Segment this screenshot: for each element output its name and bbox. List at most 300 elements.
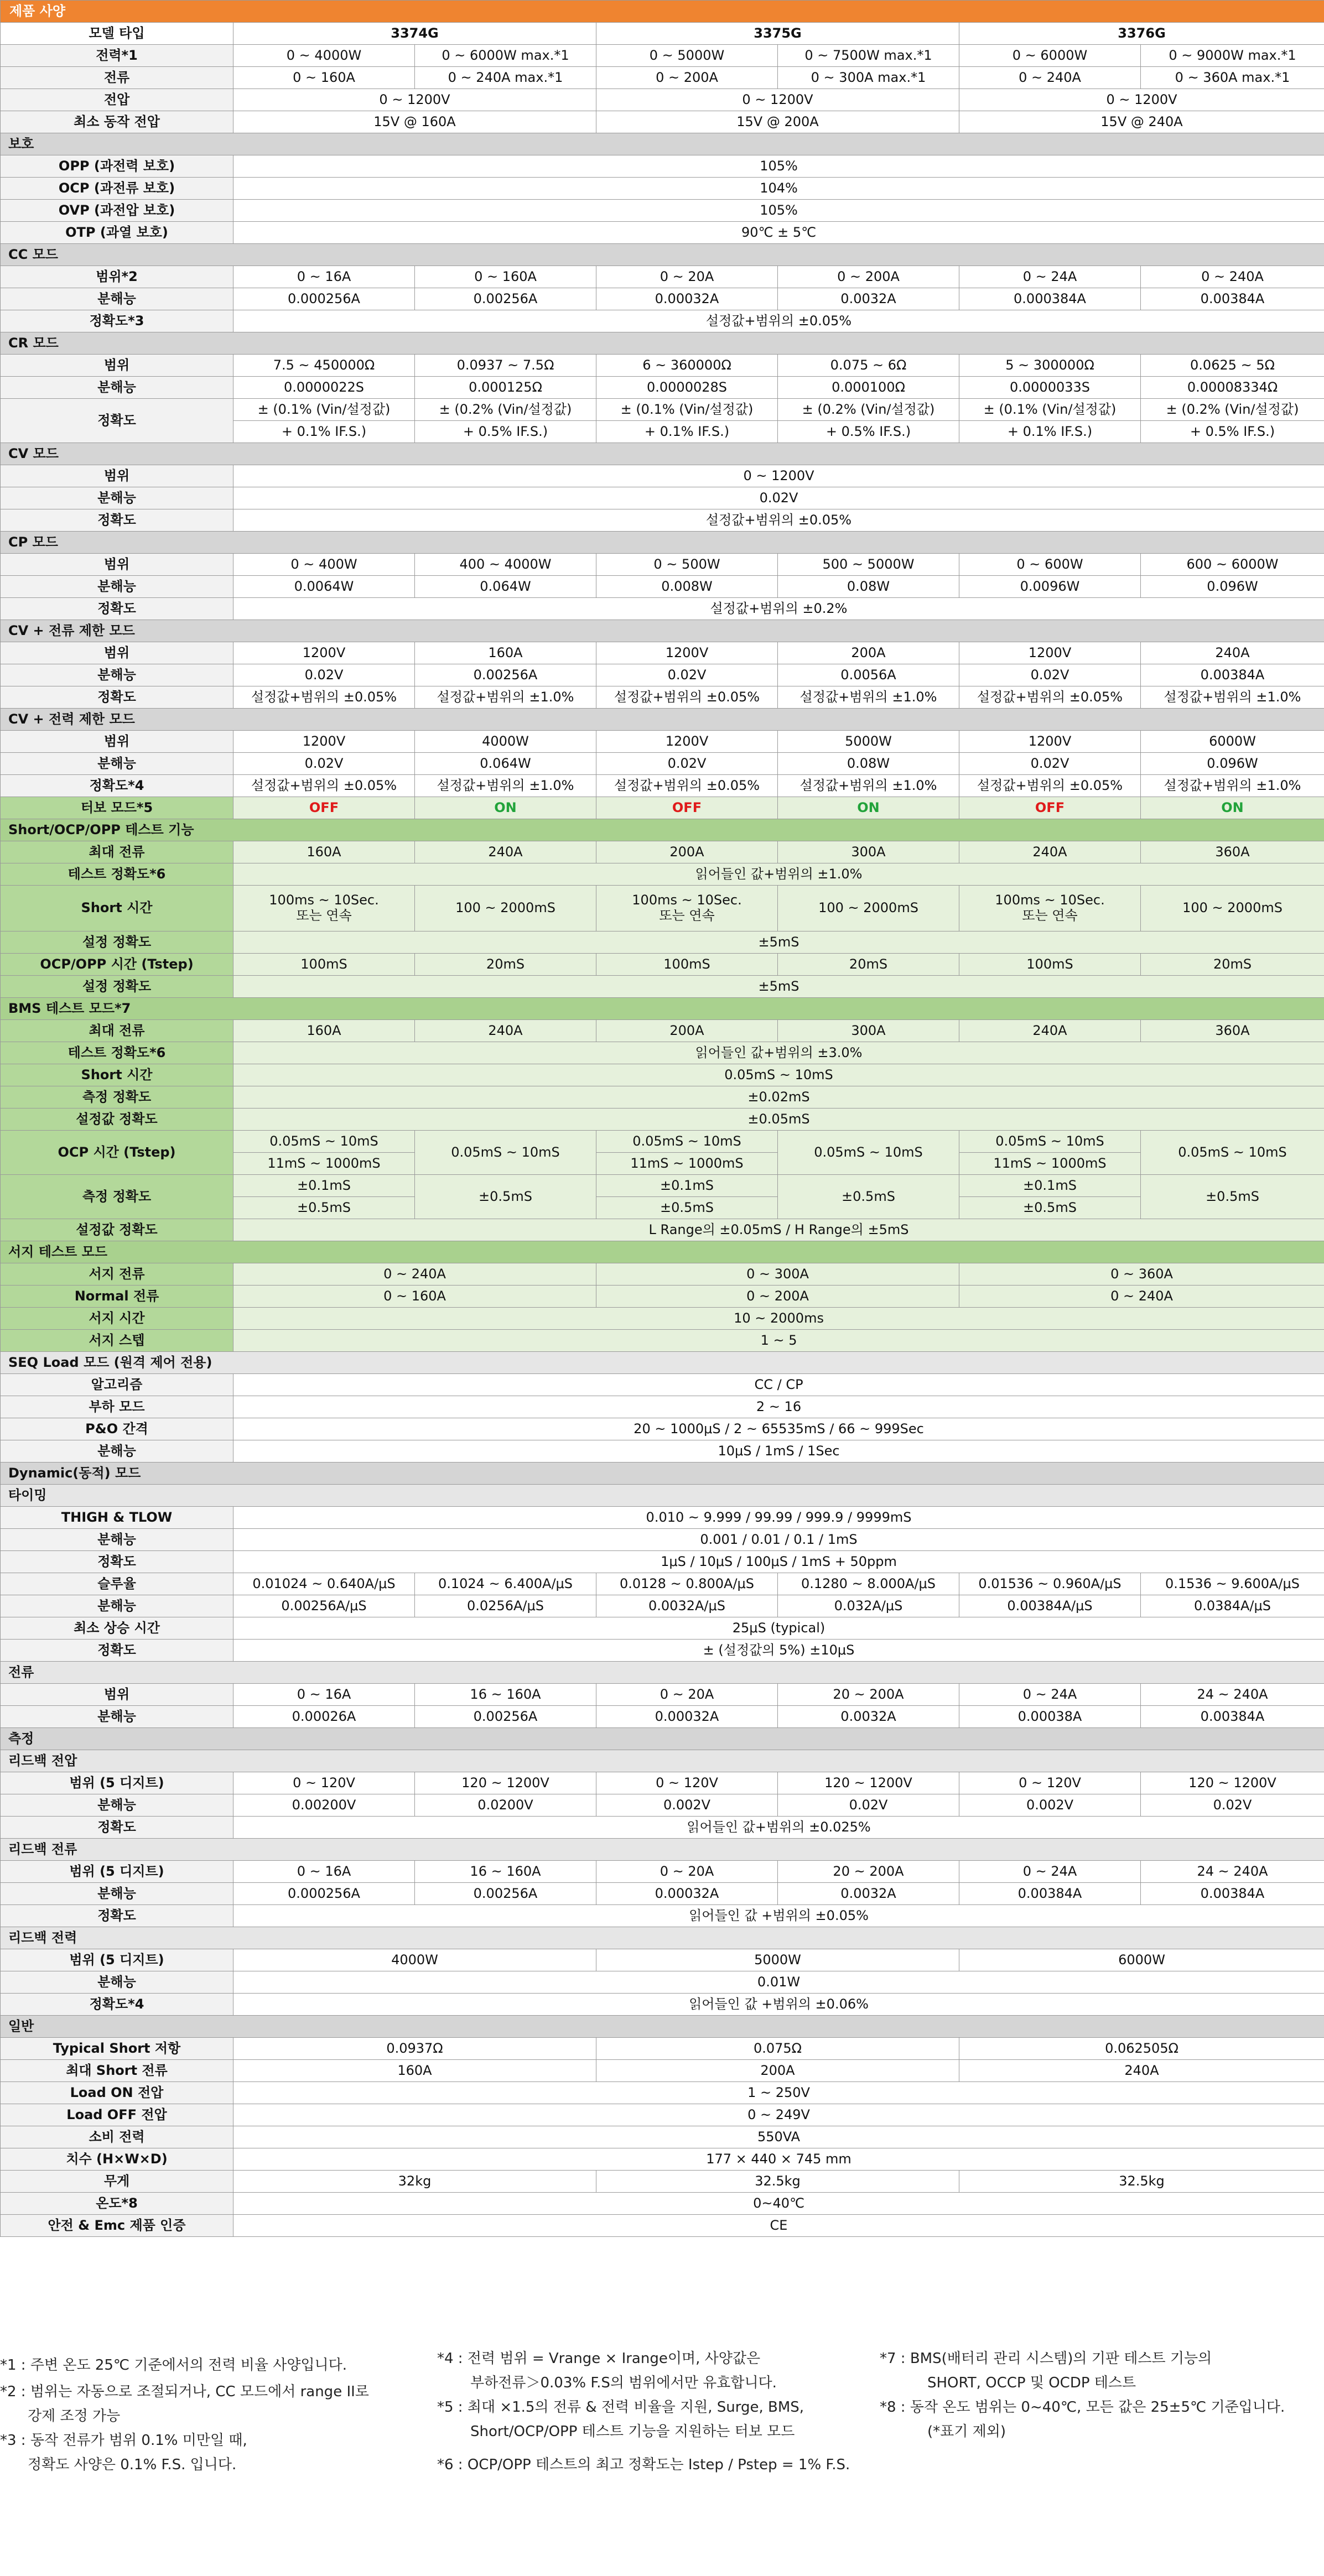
- spec-cell: 0.00026A: [233, 1706, 415, 1728]
- spec-cell: 0.0200V: [415, 1794, 596, 1817]
- spec-cell: 24 ~ 240A: [1141, 1684, 1324, 1706]
- spec-cell: 0.01536 ~ 0.960A/μS: [959, 1573, 1141, 1595]
- row-label: 설정값 정확도: [1, 1219, 233, 1241]
- row-label: 범위 (5 디지트): [1, 1949, 233, 1971]
- spec-row: [1, 1817, 1324, 1839]
- spec-cell: L Range의 ±0.05mS / H Range의 ±5mS: [233, 1219, 1324, 1241]
- spec-cell: + 0.5% IF.S.): [1141, 421, 1324, 443]
- spec-cell: 11mS ~ 1000mS: [959, 1153, 1141, 1175]
- spec-cell: 0 ~ 160A: [233, 1286, 596, 1308]
- spec-row: [1, 2215, 1324, 2237]
- row-label: 분해능: [1, 753, 233, 775]
- spec-cell: 0 ~ 240A: [959, 67, 1141, 89]
- spec-row: [1, 642, 1324, 664]
- footnote-6: *6 : OCP/OPP 테스트의 최고 정확도는 Istep / Pstep = 1% F.S.: [437, 2457, 850, 2473]
- row-label: 분해능: [1, 1706, 233, 1728]
- row-label: 테스트 정확도*6: [1, 863, 233, 886]
- footnote-3: *3 : 동작 전류가 범위 0.1% 미만일 때,: [0, 2432, 247, 2449]
- row-label: 정확도: [1, 399, 233, 443]
- spec-cell: 0.0032A: [778, 288, 959, 310]
- spec-row: [1, 2193, 1324, 2215]
- spec-cell: 0.0000022S: [233, 377, 415, 399]
- spec-cell: 0 ~ 1200V: [233, 89, 596, 111]
- spec-cell: 360A: [1141, 1020, 1324, 1042]
- spec-cell: 1200V: [233, 642, 415, 664]
- footnotes: [0, 2350, 1324, 2574]
- spec-cell: 6 ~ 360000Ω: [596, 355, 778, 377]
- spec-cell: 0.00256A: [415, 1706, 596, 1728]
- spec-cell: 0.000100Ω: [778, 377, 959, 399]
- spec-cell: 0.02V: [233, 487, 1324, 509]
- row-label: 정확도: [1, 686, 233, 709]
- spec-cell: 0.00256A: [415, 664, 596, 686]
- row-label: 범위 (5 디지트): [1, 1772, 233, 1794]
- spec-row: [1, 399, 1324, 421]
- spec-cell: 0.0625 ~ 5Ω: [1141, 355, 1324, 377]
- spec-row: [1, 1175, 1324, 1197]
- spec-row: [1, 1684, 1324, 1706]
- spec-row: [1, 1286, 1324, 1308]
- spec-cell: 20 ~ 200A: [778, 1684, 959, 1706]
- spec-row: [1, 1772, 1324, 1794]
- title-row: [1, 1, 1324, 23]
- spec-row: [1, 1263, 1324, 1286]
- spec-row: [1, 1396, 1324, 1418]
- spec-cell: ± (0.1% (Vin/설정값): [233, 399, 415, 421]
- row-label: 최대 전류: [1, 1020, 233, 1042]
- spec-cell: 32kg: [233, 2171, 596, 2193]
- spec-row: [1, 2038, 1324, 2060]
- spec-cell: 0.0032A/μS: [596, 1595, 778, 1617]
- row-label: Load ON 전압: [1, 2082, 233, 2104]
- section-title: 측정: [1, 1728, 1324, 1750]
- section-row: [1, 443, 1324, 465]
- spec-cell: 100 ~ 2000mS: [415, 886, 596, 931]
- spec-row: [1, 1861, 1324, 1883]
- section-title: CV 모드: [1, 443, 1324, 465]
- section-title: 일반: [1, 2016, 1324, 2038]
- spec-cell: 100 ~ 2000mS: [1141, 886, 1324, 931]
- spec-cell: 32.5kg: [596, 2171, 959, 2193]
- row-label: 범위 (5 디지트): [1, 1861, 233, 1883]
- spec-cell: 0.000256A: [233, 288, 415, 310]
- row-label: THIGH & TLOW: [1, 1507, 233, 1529]
- spec-row: [1, 1640, 1324, 1662]
- spec-row: [1, 355, 1324, 377]
- spec-cell: 설정값+범위의 ±1.0%: [778, 775, 959, 797]
- short-time-line: 또는 연속: [659, 908, 715, 923]
- spec-cell: 설정값+범위의 ±0.05%: [959, 686, 1141, 709]
- spec-cell: 11mS ~ 1000mS: [596, 1153, 778, 1175]
- section-row: [1, 819, 1324, 841]
- model-header: 3376G: [959, 23, 1324, 45]
- row-label: Short 시간: [1, 886, 233, 931]
- spec-cell: + 0.1% IF.S.): [596, 421, 778, 443]
- spec-cell: 200A: [596, 841, 778, 863]
- spec-row: [1, 664, 1324, 686]
- section-row: [1, 1485, 1324, 1507]
- spec-row: [1, 554, 1324, 576]
- spec-cell: 0.00384A: [1141, 664, 1324, 686]
- spec-row: [1, 775, 1324, 797]
- spec-cell: 0.032A/μS: [778, 1595, 959, 1617]
- spec-cell: 0.01W: [233, 1971, 1324, 1994]
- section-title: Dynamic(동적) 모드: [1, 1463, 1324, 1485]
- row-label: 전압: [1, 89, 233, 111]
- spec-cell: 7.5 ~ 450000Ω: [233, 355, 415, 377]
- row-label: 정확도: [1, 509, 233, 532]
- spec-cell: 설정값+범위의 ±1.0%: [778, 686, 959, 709]
- spec-cell: ±0.02mS: [233, 1086, 1324, 1109]
- row-label: 분해능: [1, 1440, 233, 1463]
- row-label: 테스트 정확도*6: [1, 1042, 233, 1064]
- spec-row: [1, 976, 1324, 998]
- short-time-line: 100ms ~ 10Sec.: [632, 892, 742, 908]
- spec-cell: 120 ~ 1200V: [1141, 1772, 1324, 1794]
- spec-cell: 600 ~ 6000W: [1141, 554, 1324, 576]
- spec-cell: 25μS (typical): [233, 1617, 1324, 1640]
- spec-cell: 0 ~ 16A: [233, 1684, 415, 1706]
- spec-cell: 104%: [233, 178, 1324, 200]
- spec-cell: 0.05mS ~ 10mS: [415, 1131, 596, 1175]
- spec-cell: 0.0056A: [778, 664, 959, 686]
- spec-row: [1, 377, 1324, 399]
- section-row: [1, 1728, 1324, 1750]
- spec-cell: 0.1536 ~ 9.600A/μS: [1141, 1573, 1324, 1595]
- spec-cell: 400 ~ 4000W: [415, 554, 596, 576]
- row-label: P&O 간격: [1, 1418, 233, 1440]
- spec-cell: 설정값+범위의 ±0.05%: [596, 686, 778, 709]
- spec-cell: 105%: [233, 155, 1324, 178]
- spec-cell: 0 ~ 16A: [233, 1861, 415, 1883]
- spec-row: [1, 67, 1324, 89]
- section-title: CC 모드: [1, 244, 1324, 266]
- row-label: 측정 정확도: [1, 1086, 233, 1109]
- spec-row: [1, 45, 1324, 67]
- spec-cell: ±0.1mS: [959, 1175, 1141, 1197]
- spec-row: [1, 753, 1324, 775]
- spec-cell: 15V @ 160A: [233, 111, 596, 133]
- section-row: [1, 532, 1324, 554]
- spec-cell: 0 ~ 24A: [959, 1861, 1141, 1883]
- spec-cell: 0.05mS ~ 10mS: [233, 1064, 1324, 1086]
- spec-cell: 0.00038A: [959, 1706, 1141, 1728]
- spec-cell: ±0.5mS: [596, 1197, 778, 1219]
- spec-cell: 0 ~ 4000W: [233, 45, 415, 67]
- spec-cell: 6000W: [959, 1949, 1324, 1971]
- footnote-4: *4 : 전력 범위 = Vrange × Irange이며, 사양값은: [437, 2350, 761, 2367]
- spec-row: [1, 178, 1324, 200]
- spec-cell: 0 ~ 9000W max.*1: [1141, 45, 1324, 67]
- row-label: 범위: [1, 1684, 233, 1706]
- spec-row: [1, 266, 1324, 288]
- spec-cell: ±0.05mS: [233, 1109, 1324, 1131]
- row-label: 정확도: [1, 1640, 233, 1662]
- row-label: 온도*8: [1, 2193, 233, 2215]
- spec-cell: ±0.5mS: [959, 1197, 1141, 1219]
- spec-cell: 0.008W: [596, 576, 778, 598]
- spec-cell: 0 ~ 160A: [233, 67, 415, 89]
- spec-cell: 0.0937Ω: [233, 2038, 596, 2060]
- spec-cell: 5 ~ 300000Ω: [959, 355, 1141, 377]
- spec-row: [1, 1949, 1324, 1971]
- spec-row: [1, 1020, 1324, 1042]
- spec-cell: 177 × 440 × 745 mm: [233, 2148, 1324, 2171]
- spec-cell: 200A: [596, 1020, 778, 1042]
- spec-cell: 120 ~ 1200V: [415, 1772, 596, 1794]
- spec-cell: 0.0096W: [959, 576, 1141, 598]
- spec-cell: 0 ~ 300A: [596, 1263, 959, 1286]
- turbo-status: ON: [778, 797, 959, 819]
- row-label: 범위: [1, 731, 233, 753]
- spec-cell: 설정값+범위의 ±0.05%: [959, 775, 1141, 797]
- spec-row: [1, 155, 1324, 178]
- row-label: 범위: [1, 554, 233, 576]
- spec-cell: 0.1024 ~ 6.400A/μS: [415, 1573, 596, 1595]
- spec-cell: 0.02V: [596, 753, 778, 775]
- short-time-line: 또는 연속: [1022, 908, 1078, 923]
- row-label: 설정 정확도: [1, 931, 233, 954]
- spec-cell: 15V @ 240A: [959, 111, 1324, 133]
- section-row: [1, 1839, 1324, 1861]
- spec-cell: 0 ~ 200A: [596, 1286, 959, 1308]
- spec-row: [1, 1507, 1324, 1529]
- row-label: 소비 전력: [1, 2126, 233, 2148]
- model-header: 3374G: [233, 23, 596, 45]
- spec-row: [1, 487, 1324, 509]
- spec-row: [1, 1794, 1324, 1817]
- row-label: OTP (과열 보호): [1, 222, 233, 244]
- spec-cell: 6000W: [1141, 731, 1324, 753]
- row-label: 무게: [1, 2171, 233, 2193]
- section-title: Short/OCP/OPP 테스트 기능: [1, 819, 1324, 841]
- row-label: 정확도*4: [1, 1994, 233, 2016]
- spec-cell: 0 ~ 16A: [233, 266, 415, 288]
- spec-cell: 16 ~ 160A: [415, 1684, 596, 1706]
- spec-row: [1, 686, 1324, 709]
- row-label: 분해능: [1, 664, 233, 686]
- spec-cell: ±0.5mS: [415, 1175, 596, 1219]
- turbo-status: OFF: [596, 797, 778, 819]
- spec-cell: + 0.5% IF.S.): [778, 421, 959, 443]
- spec-cell: 4000W: [415, 731, 596, 753]
- spec-cell: 160A: [233, 841, 415, 863]
- spec-row: [1, 1905, 1324, 1927]
- spec-row: [1, 509, 1324, 532]
- row-label: 전류: [1, 67, 233, 89]
- spec-cell: 0.00384A: [1141, 1706, 1324, 1728]
- spec-cell: ± (0.2% (Vin/설정값): [778, 399, 959, 421]
- spec-cell: 0.00384A: [959, 1883, 1141, 1905]
- spec-cell: 0.001 / 0.01 / 0.1 / 1mS: [233, 1529, 1324, 1551]
- spec-cell: 0.05mS ~ 10mS: [233, 1131, 415, 1153]
- spec-cell: 0.000256A: [233, 1883, 415, 1905]
- footnote-2-cont: 강제 조정 가능: [28, 2408, 121, 2424]
- spec-cell: 10μS / 1mS / 1Sec: [233, 1440, 1324, 1463]
- row-label: 서지 시간: [1, 1308, 233, 1330]
- spec-cell: 0 ~ 300A max.*1: [778, 67, 959, 89]
- row-label: 범위: [1, 355, 233, 377]
- spec-cell: 0.002V: [596, 1794, 778, 1817]
- row-label: OCP/OPP 시간 (Tstep): [1, 954, 233, 976]
- row-label: 최대 전류: [1, 841, 233, 863]
- spec-cell: 0 ~ 1200V: [233, 465, 1324, 487]
- spec-cell: 11mS ~ 1000mS: [233, 1153, 415, 1175]
- spec-cell: 0.0000028S: [596, 377, 778, 399]
- spec-row: [1, 1064, 1324, 1086]
- spec-cell: 설정값+범위의 ±0.05%: [233, 310, 1324, 332]
- spec-cell: 0.00032A: [596, 1883, 778, 1905]
- section-title: BMS 테스트 모드*7: [1, 998, 1324, 1020]
- row-label: 분해능: [1, 487, 233, 509]
- spec-cell: 240A: [959, 2060, 1324, 2082]
- spec-row: [1, 89, 1324, 111]
- spec-row: [1, 1440, 1324, 1463]
- spec-cell: 0.062505Ω: [959, 2038, 1324, 2060]
- footnote-5: *5 : 최대 ×1.5의 전류 & 전력 비율을 지원, Surge, BMS,: [437, 2399, 804, 2416]
- section-title: CV + 전류 제한 모드: [1, 620, 1324, 642]
- spec-row: [1, 2171, 1324, 2193]
- spec-cell: 0 ~ 5000W: [596, 45, 778, 67]
- row-label: Normal 전류: [1, 1286, 233, 1308]
- row-label: 정확도: [1, 1551, 233, 1573]
- spec-cell: 0.00384A/μS: [959, 1595, 1141, 1617]
- row-label: 최대 Short 전류: [1, 2060, 233, 2082]
- spec-cell: 105%: [233, 200, 1324, 222]
- spec-row: [1, 222, 1324, 244]
- footnote-5-cont: Short/OCP/OPP 테스트 기능을 지원하는 터보 모드: [470, 2423, 795, 2440]
- spec-cell: 0 ~ 7500W max.*1: [778, 45, 959, 67]
- spec-row: [1, 2126, 1324, 2148]
- spec-cell: 0.00200V: [233, 1794, 415, 1817]
- spec-cell: 0.02V: [596, 664, 778, 686]
- spec-cell: 100mS: [596, 954, 778, 976]
- spec-cell: 0 ~ 200A: [778, 266, 959, 288]
- footnote-3-cont: 정확도 사양은 0.1% F.S. 입니다.: [28, 2457, 237, 2473]
- section-row: [1, 332, 1324, 355]
- spec-cell: 0 ~ 500W: [596, 554, 778, 576]
- row-label: 분해능: [1, 1529, 233, 1551]
- spec-cell: 0.00032A: [596, 1706, 778, 1728]
- spec-cell: 0.0032A: [778, 1883, 959, 1905]
- spec-cell: 1200V: [959, 642, 1141, 664]
- spec-row: [1, 1617, 1324, 1640]
- spec-cell: 0.1280 ~ 8.000A/μS: [778, 1573, 959, 1595]
- row-label: 부하 모드: [1, 1396, 233, 1418]
- row-label: OCP (과전류 보호): [1, 178, 233, 200]
- spec-row: [1, 863, 1324, 886]
- spec-row: [1, 288, 1324, 310]
- spec-cell: 0 ~ 6000W: [959, 45, 1141, 67]
- spec-cell: 0 ~ 1200V: [959, 89, 1324, 111]
- spec-cell: ± (설정값의 5%) ±10μS: [233, 1640, 1324, 1662]
- row-label: 분해능: [1, 576, 233, 598]
- footnote-2: *2 : 범위는 자동으로 조절되거나, CC 모드에서 range II로: [0, 2384, 369, 2400]
- spec-cell: 0.00384A: [1141, 1883, 1324, 1905]
- row-label: 측정 정확도: [1, 1175, 233, 1219]
- spec-cell: 0.0384A/μS: [1141, 1595, 1324, 1617]
- spec-cell: 1 ~ 5: [233, 1330, 1324, 1352]
- spec-row: [1, 1308, 1324, 1330]
- subsection-title: 리드백 전류: [1, 1839, 1324, 1861]
- spec-cell: 0 ~ 200A: [596, 67, 778, 89]
- spec-cell: 20 ~ 1000μS / 2 ~ 65535mS / 66 ~ 999Sec: [233, 1418, 1324, 1440]
- short-time-line: 또는 연속: [296, 908, 352, 923]
- section-row: [1, 133, 1324, 155]
- row-label: 범위*2: [1, 266, 233, 288]
- row-label: 분해능: [1, 1971, 233, 1994]
- spec-cell: ±5mS: [233, 976, 1324, 998]
- subsection-title: 전류: [1, 1662, 1324, 1684]
- spec-cell: 360A: [1141, 841, 1324, 863]
- spec-cell: 1 ~ 250V: [233, 2082, 1324, 2104]
- spec-cell: 2 ~ 16: [233, 1396, 1324, 1418]
- spec-row: [1, 1971, 1324, 1994]
- spec-cell: 0 ~ 400W: [233, 554, 415, 576]
- spec-cell: 읽어들인 값 +범위의 ±0.05%: [233, 1905, 1324, 1927]
- spec-cell: 16 ~ 160A: [415, 1861, 596, 1883]
- short-time-row: [1, 886, 1324, 931]
- spec-cell: ±0.5mS: [778, 1175, 959, 1219]
- spec-cell: 0.0128 ~ 0.800A/μS: [596, 1573, 778, 1595]
- spec-cell: 0.02V: [233, 664, 415, 686]
- spec-cell: 0 ~ 24A: [959, 266, 1141, 288]
- footnote-7-cont: SHORT, OCCP 및 OCDP 테스트: [927, 2375, 1136, 2391]
- spec-row: [1, 2104, 1324, 2126]
- turbo-status: OFF: [959, 797, 1141, 819]
- spec-cell: + 0.1% IF.S.): [233, 421, 415, 443]
- spec-cell: 240A: [959, 1020, 1141, 1042]
- turbo-status: OFF: [233, 797, 415, 819]
- spec-cell: 0.00008334Ω: [1141, 377, 1324, 399]
- spec-cell: CC / CP: [233, 1374, 1324, 1396]
- spec-row: [1, 954, 1324, 976]
- spec-cell: + 0.1% IF.S.): [959, 421, 1141, 443]
- spec-cell: 0 ~ 20A: [596, 266, 778, 288]
- spec-cell: 0 ~ 240A: [1141, 266, 1324, 288]
- spec-cell: 0.00256A/μS: [233, 1595, 415, 1617]
- spec-cell: 0 ~ 120V: [959, 1772, 1141, 1794]
- spec-row: [1, 1418, 1324, 1440]
- spec-row: [1, 841, 1324, 863]
- spec-cell: ±5mS: [233, 931, 1324, 954]
- section-row: [1, 709, 1324, 731]
- spec-cell: 0 ~ 20A: [596, 1684, 778, 1706]
- spec-cell: 240A: [1141, 642, 1324, 664]
- spec-cell: + 0.5% IF.S.): [415, 421, 596, 443]
- short-time-line: 100ms ~ 10Sec.: [269, 892, 379, 908]
- spec-cell: 읽어들인 값+범위의 ±0.025%: [233, 1817, 1324, 1839]
- spec-cell: ±0.1mS: [596, 1175, 778, 1197]
- spec-cell: 설정값+범위의 ±0.05%: [233, 686, 415, 709]
- section-row: [1, 1463, 1324, 1485]
- row-label: 정확도: [1, 1817, 233, 1839]
- spec-cell: 0.05mS ~ 10mS: [596, 1131, 778, 1153]
- section-title: CR 모드: [1, 332, 1324, 355]
- row-label: 설정값 정확도: [1, 1109, 233, 1131]
- spec-cell: 0.0064W: [233, 576, 415, 598]
- row-label: 서지 전류: [1, 1263, 233, 1286]
- spec-cell: 200A: [778, 642, 959, 664]
- spec-row: [1, 1042, 1324, 1064]
- spec-row: [1, 2148, 1324, 2171]
- spec-cell: 0 ~ 600W: [959, 554, 1141, 576]
- spec-cell: 20mS: [415, 954, 596, 976]
- spec-cell: 0.064W: [415, 753, 596, 775]
- spec-cell: 0 ~ 249V: [233, 2104, 1324, 2126]
- spec-cell: 설정값+범위의 ±0.05%: [233, 775, 415, 797]
- spec-cell: 0 ~ 6000W max.*1: [415, 45, 596, 67]
